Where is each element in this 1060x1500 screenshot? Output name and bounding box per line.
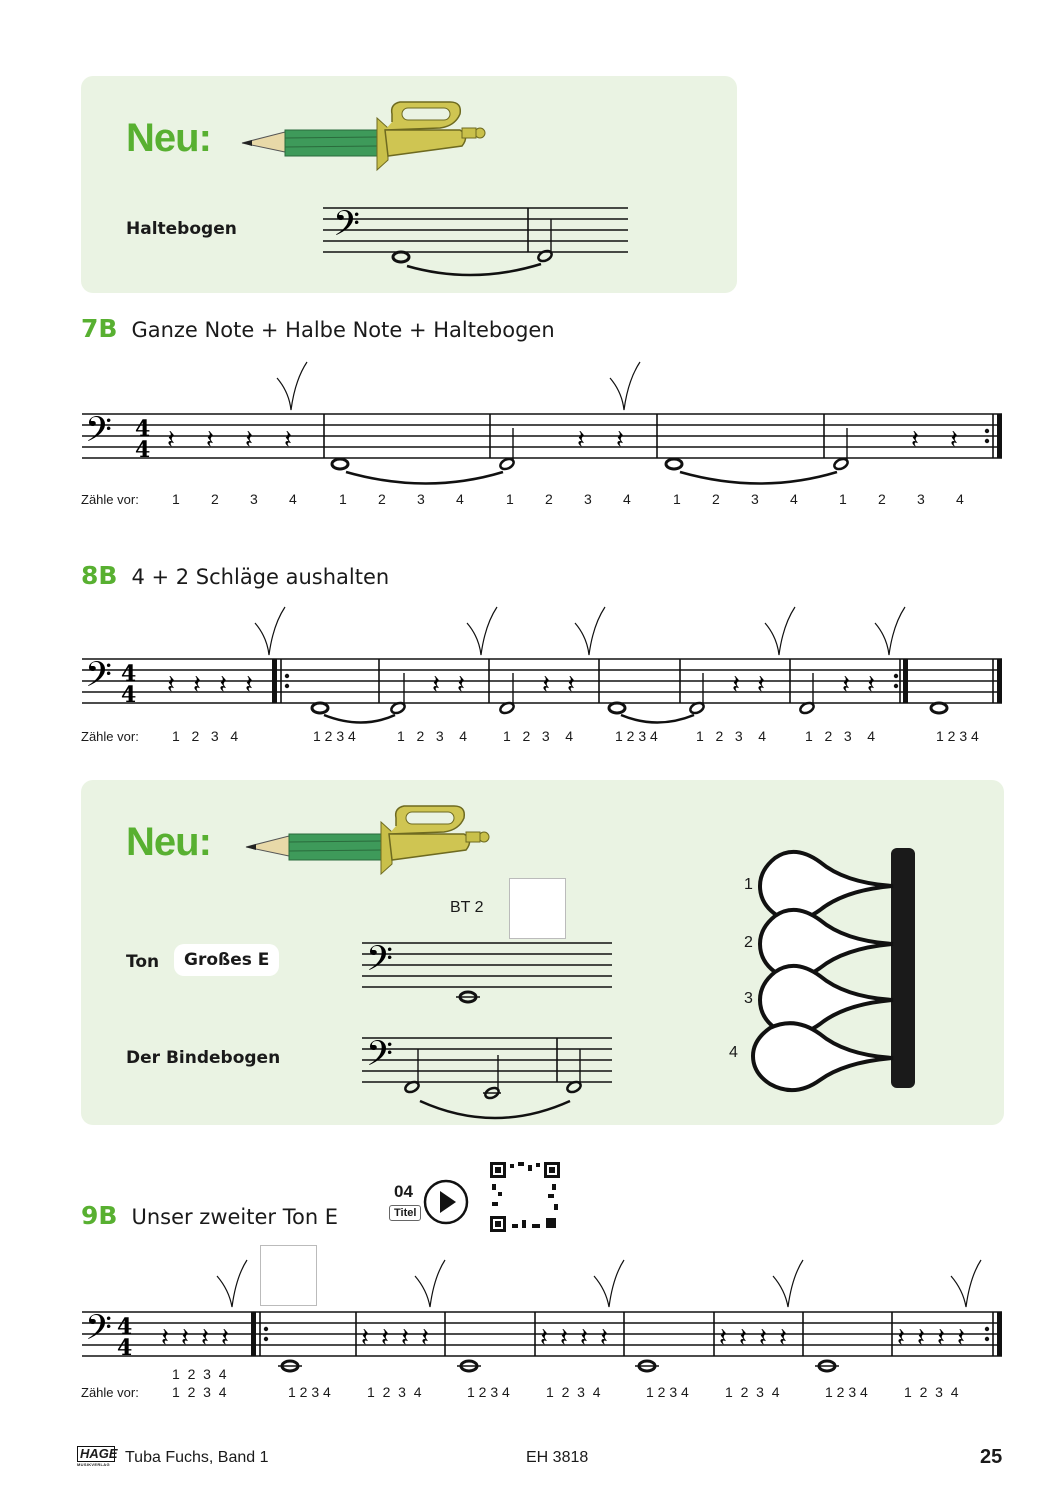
- count-label: Zähle vor:: [81, 492, 139, 507]
- svg-text:𝄽: 𝄽: [577, 425, 585, 455]
- neu-heading: Neu:: [126, 820, 211, 864]
- exercise-7b-staff: [77, 360, 1007, 470]
- svg-text:𝄽: 𝄽: [779, 1323, 787, 1353]
- svg-text:𝄽: 𝄽: [457, 670, 465, 700]
- svg-text:𝄽: 𝄽: [167, 425, 175, 455]
- fingering-answer-box[interactable]: [509, 878, 566, 939]
- count-label: Zähle vor:: [81, 729, 139, 744]
- svg-text:4: 4: [121, 682, 137, 708]
- ton-label: Ton: [126, 952, 160, 972]
- svg-text:𝄽: 𝄽: [950, 425, 958, 455]
- svg-text:𝄢: 𝄢: [85, 654, 113, 703]
- exercise-8b-staff: [77, 605, 1007, 715]
- svg-text:𝄽: 𝄽: [401, 1323, 409, 1353]
- svg-text:𝄽: 𝄽: [167, 670, 175, 700]
- svg-text:𝄽: 𝄽: [221, 1323, 229, 1353]
- svg-text:𝄽: 𝄽: [732, 670, 740, 700]
- pencil-tuba-icon: [240, 100, 490, 180]
- ton-e-staff: [360, 940, 620, 1010]
- svg-text:𝄽: 𝄽: [181, 1323, 189, 1353]
- svg-text:𝄽: 𝄽: [600, 1323, 608, 1353]
- bindebogen-label: Der Bindebogen: [126, 1048, 281, 1068]
- svg-text:4: 4: [135, 437, 151, 463]
- svg-text:𝄽: 𝄽: [759, 1323, 767, 1353]
- exercise-number: 7B: [81, 314, 118, 343]
- track-label: Titel: [389, 1205, 421, 1221]
- svg-text:𝄽: 𝄽: [201, 1323, 209, 1353]
- svg-text:𝄽: 𝄽: [842, 670, 850, 700]
- exercise-9b-staff: [77, 1255, 1007, 1375]
- svg-text:𝄽: 𝄽: [381, 1323, 389, 1353]
- svg-text:𝄽: 𝄽: [560, 1323, 568, 1353]
- bt-label: BT 2: [450, 899, 484, 916]
- svg-text:𝄽: 𝄽: [957, 1323, 965, 1353]
- audio-track-button[interactable]: [386, 1176, 476, 1231]
- svg-text:𝄢: 𝄢: [85, 409, 113, 458]
- svg-text:𝄽: 𝄽: [739, 1323, 747, 1353]
- svg-text:𝄽: 𝄽: [219, 670, 227, 700]
- valve-number-3: 3: [744, 990, 753, 1007]
- exercise-title: 4 + 2 Schläge aushalten: [131, 565, 390, 589]
- svg-text:𝄽: 𝄽: [580, 1323, 588, 1353]
- svg-text:𝄽: 𝄽: [540, 1323, 548, 1353]
- svg-text:𝄢: 𝄢: [366, 1033, 394, 1082]
- exercise-7b-heading: [81, 314, 555, 343]
- count-pre-row: 1 2 3 4: [172, 1366, 227, 1382]
- count-label: Zähle vor:: [81, 1385, 139, 1400]
- svg-text:𝄽: 𝄽: [245, 670, 253, 700]
- svg-text:𝄢: 𝄢: [366, 938, 394, 987]
- svg-text:𝄽: 𝄽: [361, 1323, 369, 1353]
- haltebogen-staff: [283, 205, 633, 285]
- svg-text:𝄽: 𝄽: [206, 425, 214, 455]
- exercise-title: Unser zweiter Ton E: [131, 1205, 339, 1229]
- svg-text:𝄽: 𝄽: [193, 670, 201, 700]
- svg-text:𝄢: 𝄢: [85, 1307, 113, 1356]
- track-number: 04: [394, 1182, 413, 1201]
- book-title: Tuba Fuchs, Band 1: [125, 1449, 269, 1466]
- neu-heading: Neu:: [126, 116, 211, 160]
- svg-text:𝄽: 𝄽: [897, 1323, 905, 1353]
- pencil-tuba-icon: [244, 804, 494, 884]
- bindebogen-staff: [360, 1035, 620, 1125]
- svg-text:𝄽: 𝄽: [917, 1323, 925, 1353]
- svg-text:4: 4: [121, 661, 137, 687]
- svg-text:4: 4: [117, 1335, 133, 1361]
- svg-text:𝄽: 𝄽: [245, 425, 253, 455]
- play-icon[interactable]: [422, 1178, 470, 1226]
- publisher-logo: HAGE MUSIKVERLAG: [77, 1446, 118, 1467]
- edition-code: EH 3818: [526, 1449, 589, 1466]
- exercise-title: Ganze Note + Halbe Note + Haltebogen: [131, 318, 555, 342]
- qr-code-icon[interactable]: [490, 1162, 560, 1232]
- exercise-number: 8B: [81, 561, 118, 590]
- exercise-number: 9B: [81, 1201, 118, 1230]
- ton-value-badge: Großes E: [174, 944, 279, 976]
- svg-text:4: 4: [135, 416, 151, 442]
- svg-text:𝄽: 𝄽: [284, 425, 292, 455]
- svg-text:𝄽: 𝄽: [719, 1323, 727, 1353]
- valve-number-2: 2: [744, 934, 753, 951]
- valve-number-1: 1: [744, 876, 753, 893]
- haltebogen-label: Haltebogen: [126, 219, 237, 239]
- svg-text:4: 4: [117, 1314, 133, 1340]
- svg-text:𝄽: 𝄽: [432, 670, 440, 700]
- svg-text:𝄽: 𝄽: [567, 670, 575, 700]
- svg-text:𝄢: 𝄢: [333, 203, 361, 252]
- exercise-8b-heading: [81, 561, 389, 590]
- valve-number-4: 4: [729, 1044, 738, 1061]
- svg-text:𝄽: 𝄽: [616, 425, 624, 455]
- svg-text:𝄽: 𝄽: [937, 1323, 945, 1353]
- valve-fingering-diagram: [725, 848, 925, 1088]
- exercise-9b-heading: [81, 1201, 338, 1230]
- svg-text:𝄽: 𝄽: [542, 670, 550, 700]
- svg-text:𝄽: 𝄽: [911, 425, 919, 455]
- svg-text:𝄽: 𝄽: [867, 670, 875, 700]
- svg-text:𝄽: 𝄽: [161, 1323, 169, 1353]
- svg-text:𝄽: 𝄽: [757, 670, 765, 700]
- page-number: 25: [980, 1446, 1003, 1468]
- svg-text:𝄽: 𝄽: [421, 1323, 429, 1353]
